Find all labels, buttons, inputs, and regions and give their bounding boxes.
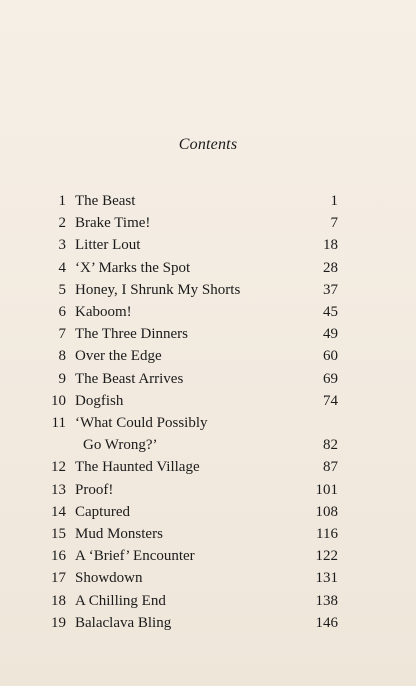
table-of-contents bbox=[0, 193, 416, 637]
page-number: 74 bbox=[323, 392, 338, 409]
page-number: 49 bbox=[323, 326, 338, 343]
page-number: 131 bbox=[315, 570, 338, 587]
chapter-title: Kaboom! bbox=[75, 303, 132, 320]
page-number: 1 bbox=[330, 193, 338, 209]
page-number: 7 bbox=[330, 215, 338, 232]
chapter-number: 15 bbox=[51, 525, 66, 542]
page-number: 122 bbox=[315, 548, 338, 565]
chapter-title: Showdown bbox=[75, 570, 143, 587]
page-number: 138 bbox=[315, 592, 338, 609]
toc-entry bbox=[0, 526, 416, 548]
toc-entry bbox=[0, 371, 416, 393]
page-number: 28 bbox=[323, 259, 338, 276]
chapter-number: 19 bbox=[51, 614, 66, 631]
chapter-title: A Chilling End bbox=[75, 592, 166, 609]
page-number: 108 bbox=[315, 503, 338, 520]
chapter-title: Litter Lout bbox=[75, 237, 141, 254]
toc-entry bbox=[0, 304, 416, 326]
toc-entry bbox=[0, 393, 416, 415]
toc-entry bbox=[0, 282, 416, 304]
chapter-number: 13 bbox=[51, 481, 66, 498]
page-number: 87 bbox=[323, 459, 338, 476]
chapter-title: Captured bbox=[75, 503, 130, 520]
page-number: 18 bbox=[323, 237, 338, 254]
chapter-title: Dogfish bbox=[75, 392, 124, 409]
page-number: 101 bbox=[315, 481, 338, 498]
chapter-number: 8 bbox=[58, 348, 66, 365]
chapter-number: 16 bbox=[51, 548, 66, 565]
chapter-number: 14 bbox=[51, 503, 66, 520]
toc-entry bbox=[0, 260, 416, 282]
toc-entry bbox=[0, 215, 416, 237]
chapter-title: The Beast bbox=[75, 193, 136, 209]
toc-entry bbox=[0, 548, 416, 570]
chapter-number: 9 bbox=[58, 370, 66, 387]
page-number: 82 bbox=[323, 436, 338, 453]
toc-entry bbox=[0, 615, 416, 637]
chapter-number: 10 bbox=[51, 392, 66, 409]
page-number: 60 bbox=[323, 348, 338, 365]
chapter-title: Proof! bbox=[75, 481, 114, 498]
chapter-title: Honey, I Shrunk My Shorts bbox=[75, 281, 241, 298]
chapter-number: 17 bbox=[51, 570, 66, 587]
chapter-title: The Haunted Village bbox=[75, 459, 200, 476]
chapter-number: 3 bbox=[58, 237, 66, 254]
chapter-title: Over the Edge bbox=[75, 348, 162, 365]
chapter-number: 2 bbox=[58, 215, 66, 232]
chapter-title: The Beast Arrives bbox=[75, 370, 184, 387]
page-number: 45 bbox=[323, 303, 338, 320]
toc-entry bbox=[0, 348, 416, 370]
chapter-number: 12 bbox=[51, 459, 66, 476]
chapter-number: 18 bbox=[51, 592, 66, 609]
page-number: 37 bbox=[323, 281, 338, 298]
chapter-title: Balaclava Bling bbox=[75, 614, 172, 631]
chapter-title: Brake Time! bbox=[75, 215, 151, 232]
chapter-number: 4 bbox=[58, 259, 66, 276]
contents-heading: Contents bbox=[178, 136, 238, 153]
chapter-title: The Three Dinners bbox=[75, 326, 189, 343]
chapter-number: 5 bbox=[58, 281, 66, 298]
page-number: 69 bbox=[323, 370, 338, 387]
toc-entry bbox=[0, 237, 416, 259]
toc-entry bbox=[0, 593, 416, 615]
toc-entry bbox=[0, 504, 416, 526]
chapter-number: 11 bbox=[51, 414, 66, 431]
chapter-title: ‘What Could Possibly bbox=[75, 414, 208, 431]
toc-entry bbox=[0, 415, 416, 460]
chapter-title: A ‘Brief’ Encounter bbox=[75, 548, 195, 565]
chapter-title: ‘X’ Marks the Spot bbox=[75, 259, 191, 276]
chapter-title-continued: Go Wrong?’ bbox=[83, 436, 158, 453]
page-number: 146 bbox=[315, 614, 338, 631]
chapter-number: 7 bbox=[58, 326, 66, 343]
chapter-number: 1 bbox=[58, 193, 66, 209]
chapter-number: 6 bbox=[58, 303, 66, 320]
chapter-title: Mud Monsters bbox=[75, 525, 163, 542]
toc-entry bbox=[0, 193, 416, 215]
toc-entry bbox=[0, 459, 416, 481]
toc-entry bbox=[0, 326, 416, 348]
toc-entry bbox=[0, 482, 416, 504]
page-number: 116 bbox=[316, 525, 338, 542]
toc-entry bbox=[0, 570, 416, 592]
